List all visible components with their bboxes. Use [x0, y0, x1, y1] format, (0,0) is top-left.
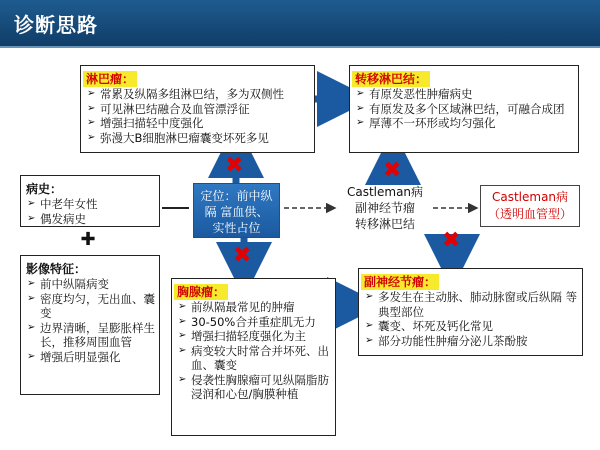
- list-item: ➢ 增强扫描轻中度强化: [87, 116, 312, 131]
- paraganglioma-box: [358, 268, 583, 356]
- list-item: ➢ 前纵隔最常见的肿瘤: [178, 300, 333, 315]
- differential-paraganglioma: 副神经节瘤: [354, 201, 415, 215]
- list-item: ➢ 有原发恶性肿瘤病史: [356, 87, 576, 102]
- exclude-metastasis-cross-icon: ✖: [383, 158, 402, 183]
- list-item: ➢ 常累及纵隔多组淋巴结，多为双侧性: [87, 87, 312, 102]
- thymoma-title: 胸腺瘤：: [174, 284, 228, 300]
- localization-line-1: 定位：前中纵: [200, 189, 273, 203]
- list-item: ➢ 密度均匀，无出血、囊变: [27, 292, 157, 321]
- localization-box: [193, 183, 280, 238]
- plus-icon: ✚: [80, 229, 96, 250]
- list-item: ➢ 增强扫描轻度强化为主: [178, 329, 333, 344]
- diagnosis-result-box: [480, 185, 580, 227]
- history-box: [20, 175, 160, 227]
- list-item: ➢ 侵袭性胸腺瘤可见纵隔脂肪浸润和心包/胸膜种植: [178, 373, 333, 402]
- list-item: ➢ 厚薄不一环形或均匀强化: [356, 116, 576, 131]
- metastasis-title: 转移淋巴结：: [352, 71, 430, 87]
- imaging-box: [20, 255, 160, 395]
- list-item: ➢ 前中纵隔病变: [27, 277, 157, 292]
- list-item: ➢ 偶发病史: [27, 212, 157, 227]
- localization-line-3: 实性占位: [212, 221, 261, 235]
- list-item: ➢ 中老年女性: [27, 197, 157, 212]
- diagnosis-result-line-1: Castleman病: [491, 190, 569, 204]
- exclude-lymphoma-cross-icon: ✖: [225, 153, 244, 178]
- metastasis-box: [349, 65, 579, 153]
- diagnosis-result-line-2: （透明血管型）: [487, 207, 572, 221]
- list-item: ➢ 多发生在主动脉、肺动脉窗或后纵隔 等典型部位: [365, 290, 580, 319]
- list-item: ➢ 部分功能性肿瘤分泌儿茶酚胺: [365, 334, 580, 349]
- thymoma-box: [171, 278, 336, 436]
- list-item: ➢ 可见淋巴结融合及血管漂浮征: [87, 102, 312, 117]
- differentials-list: [337, 184, 433, 232]
- localization-line-2: 隔 富血供、: [204, 205, 269, 219]
- list-item: ➢ 边界清晰，呈膨胀样生长，推移周围血管: [27, 321, 157, 350]
- lymphoma-title: 淋巴瘤：: [83, 71, 137, 87]
- differential-castleman: Castleman病: [346, 185, 424, 199]
- list-item: ➢ 增强后明显强化: [27, 350, 157, 365]
- lymphoma-box: [80, 65, 315, 153]
- page-title: 诊断思路: [14, 13, 98, 37]
- list-item: ➢ 有原发及多个区域淋巴结，可融合成团: [356, 102, 576, 117]
- history-title: 病史：: [26, 182, 63, 196]
- list-item: ➢ 30-50%合并重症肌无力: [178, 315, 333, 330]
- list-item: ➢ 囊变、坏死及钙化常见: [365, 319, 580, 334]
- list-item: ➢ 弥漫大B细胞淋巴瘤囊变坏死多见: [87, 131, 312, 146]
- differential-metastasis: 转移淋巴结: [354, 217, 415, 231]
- exclude-paraganglioma-cross-icon: ✖: [442, 228, 461, 253]
- imaging-title: 影像特征：: [26, 262, 87, 276]
- paraganglioma-title: 副神经节瘤：: [361, 274, 439, 290]
- list-item: ➢ 病变较大时常合并坏死、出血、囊变: [178, 344, 333, 373]
- exclude-thymoma-cross-icon: ✖: [233, 243, 252, 268]
